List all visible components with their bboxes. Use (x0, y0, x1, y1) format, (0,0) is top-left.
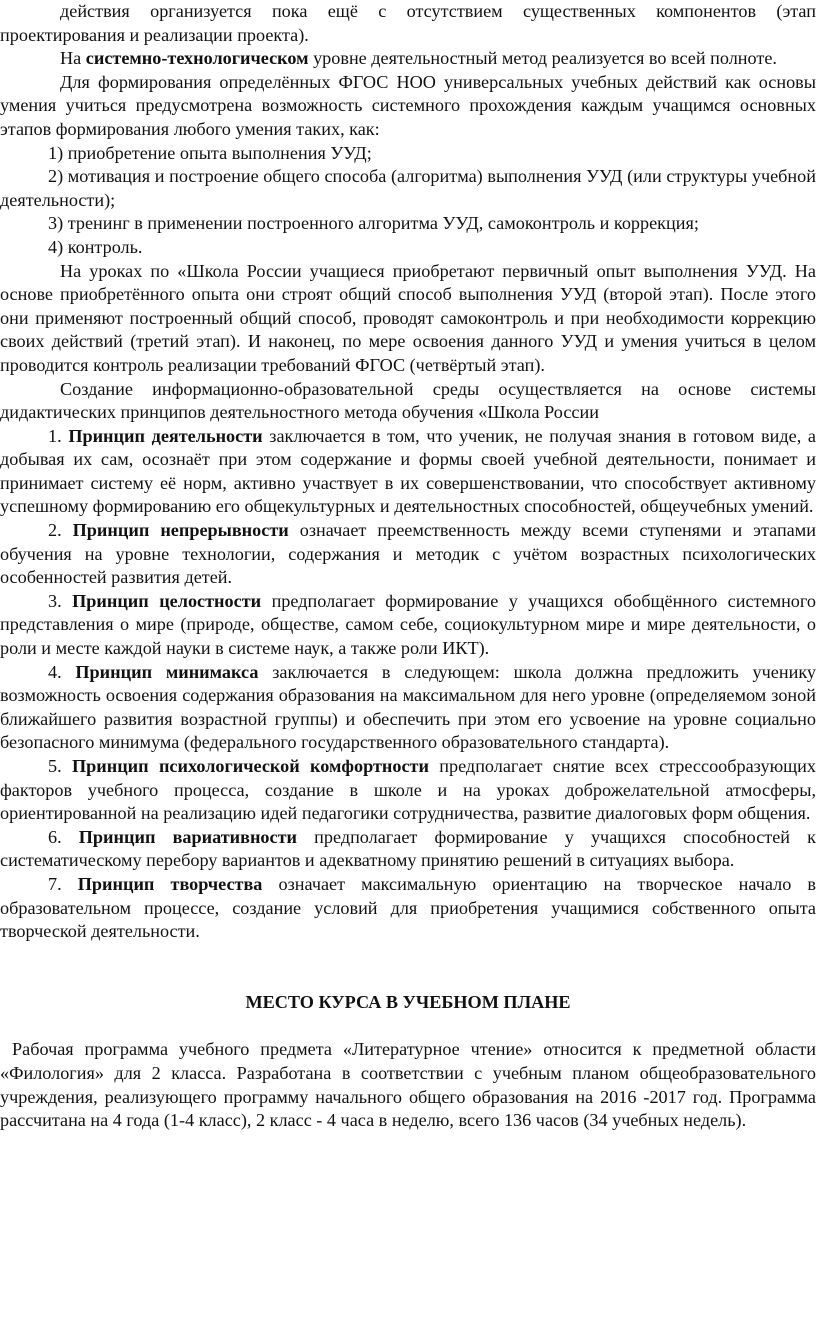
principle-text: предполагает формирование у учащихся способностей к систематическому перебору вариантов и адекватному принятию решений в ситуациях выбора. (0, 826, 816, 871)
principle-item (0, 590, 816, 661)
environment-paragraph: Создание информационно-образовательной среды осуществляется на основе системы дидактических принципов деятельностного метода обучения «Школа России (0, 378, 816, 423)
principle-text: означает преемственность между всеми ступенями и этапами обучения на уровне технологии, содержания и методик с учётом возрастных психологических особенностей развития детей. (0, 520, 816, 588)
principle-name: Принцип деятельности (68, 425, 263, 446)
principle-item (0, 519, 816, 590)
principle-number: 5. (48, 756, 62, 776)
stage-item: 1) приобретение опыта выполнения УУД; (48, 142, 372, 163)
heading-gap (0, 1014, 816, 1038)
lessons-paragraph: На уроках по «Школа России учащиеся приобретают первичный опыт выполнения УУД. На основе приобретённого опыта они строят общий способ выполнения УУД (второй этап). После этого они применяют построенный общий способ, проводят самоконтроль и при необходимости коррекцию своих действий (третий этап). И наконец, по мере освоения данного УУД и умения учиться в целом проводится контроль реализации требований ФГОС (четвёртый этап). (0, 260, 816, 375)
principle-name: Принцип творчества (77, 873, 263, 894)
system-level-post: уровне деятельностный метод реализуется во всей полноте. (308, 48, 777, 69)
system-level-term: системно-технологическом (85, 48, 309, 69)
system-level-pre: На (60, 48, 86, 69)
principle-number: 4. (48, 661, 62, 682)
fgos-paragraph: Для формирования определённых ФГОС НОО универсальных учебных действий как основы умения учиться предусмотрена возможность системного прохождения каждым учащимся основных этапов формирования любого умения таких, как: (0, 71, 816, 139)
stage-item: 3) тренинг в применении построенного алгоритма УУД, самоконтроль и коррекция; (48, 213, 699, 234)
principle-number: 7. (48, 873, 62, 894)
principle-item (0, 826, 816, 873)
section-heading: МЕСТО КУРСА В УЧЕБНОМ ПЛАНЕ (245, 991, 571, 1012)
principle-name: Принцип вариативности (78, 826, 298, 847)
principle-name: Принцип целостности (72, 590, 262, 611)
principle-item (0, 873, 816, 944)
principle-text: предполагает формирование у учащихся обобщённого системного представления о мире (природе, обществе, самом себе, социокультурном мире и мире деятельности, о роли и месте каждой науки в системе наук, а также роли ИКТ). (0, 590, 816, 659)
principle-name: Принцип минимакса (75, 661, 259, 682)
stage-item: 2) мотивация и построение общего способа (алгоритма) выполнения УУД (или структуры учебной деятельности); (0, 166, 816, 210)
section-body: Рабочая программа учебного предмета «Литературное чтение» относится к предметной области «Филология» для 2 класса. Разработана в соответствии с учебным планом общеобразовательного учреждения, реализующего программу начального общего образования на 2016 -2017 год. Программа рассчитана на 4 года (1-4 класс), 2 класс - 4 часа в неделю, всего 136 часов (34 учебных недель). (0, 1039, 816, 1131)
principle-text: предполагает снятие всех стрессообразующих факторов учебного процесса, создание в школе и на уроках доброжелательной атмосферы, ориентированной на реализацию идей педагогики сотрудничества, развитие диалоговых форм общения. (0, 756, 816, 824)
principle-item (0, 425, 816, 519)
principle-number: 2. (48, 520, 62, 541)
principle-number: 6. (48, 826, 62, 847)
principle-name: Принцип психологической комфортности (71, 756, 429, 776)
system-level-paragraph (0, 47, 816, 71)
intro-text: действия организуется пока ещё с отсутствием существенных компонентов (этап проектирования и реализации проекта). (0, 1, 816, 45)
principle-text: заключается в следующем: школа должна предложить ученику возможность освоения содержания образования на максимальном для него уровне (определяемом зоной ближайшего развития возрастной группы) и обеспечить при этом его усвоение на уровне социально безопасного минимума (федерального государственного образовательного стандарта). (0, 661, 816, 753)
principle-text: заключается в том, что ученик, не получая знания в готовом виде, а добывая их сам, осознаёт при этом содержание и формы своей учебной деятельности, понимает и принимает систему её норм, активно участвует в их совершенствовании, что способствует активному успешному формированию его общекультурных и деятельностных способностей, общеучебных умений. (0, 425, 816, 517)
principle-number: 3. (48, 590, 62, 611)
principle-name: Принцип непрерывности (72, 520, 289, 541)
principle-number: 1. (48, 425, 62, 446)
principle-item (0, 755, 816, 826)
intro-paragraph (0, 0, 816, 47)
principle-text: означает максимальную ориентацию на творческое начало в образовательном процессе, создание условий для приобретения учащимися собственного опыта творческой деятельности. (0, 873, 816, 942)
stage-item: 4) контроль. (48, 236, 143, 257)
principle-item (0, 661, 816, 755)
section-spacer (0, 944, 816, 991)
